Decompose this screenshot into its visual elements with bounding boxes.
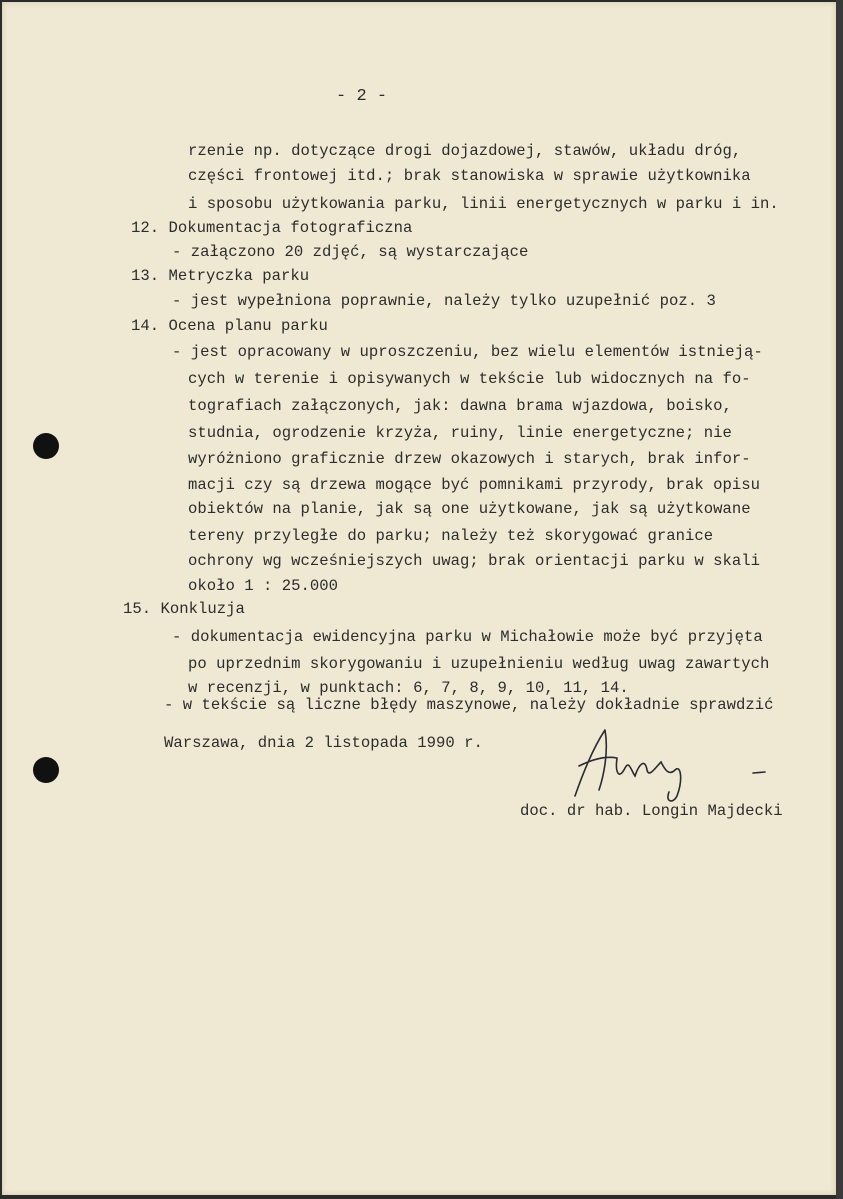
section-heading: 13. Metryczka parku	[131, 267, 310, 285]
text-line: - jest wypełniona poprawnie, należy tylko uzupełnić poz. 3	[172, 292, 716, 310]
text-line: około 1 : 25.000	[188, 577, 339, 595]
text-line: ochrony wg wcześniejszych uwag; brak orientacji parku w skali	[188, 552, 761, 570]
text-line: - załączono 20 zdjęć, są wystarczające	[172, 243, 529, 261]
text-line: studnia, ogrodzenie krzyża, ruiny, linie energetyczne; nie	[188, 424, 732, 442]
text-line: obiektów na planie, jak są one użytkowane, jak są użytkowane	[188, 500, 751, 518]
text-line: tografiach załączonych, jak: dawna brama wjazdowa, boisko,	[188, 397, 732, 415]
signatory-name: doc. dr hab. Longin Majdecki	[520, 802, 783, 820]
section-heading: 12. Dokumentacja fotograficzna	[131, 219, 413, 237]
text-line: wyróżniono graficznie drzew okazowych i starych, brak infor-	[188, 450, 751, 468]
text-line: rzenie np. dotyczące drogi dojazdowej, stawów, układu dróg,	[188, 142, 742, 160]
text-line: - jest opracowany w uproszczeniu, bez wielu elementów istnieją-	[172, 343, 763, 361]
punch-hole	[33, 433, 59, 459]
section-heading: 15. Konkluzja	[123, 600, 245, 618]
text-line: i sposobu użytkowania parku, linii energetycznych w parku i in.	[188, 195, 779, 213]
page-number: - 2 -	[336, 87, 388, 106]
place-date: Warszawa, dnia 2 listopada 1990 r.	[164, 734, 483, 752]
scan-border	[836, 0, 843, 1199]
text-line: - w tekście są liczne błędy maszynowe, należy dokładnie sprawdzić	[164, 696, 774, 714]
handwritten-signature	[565, 718, 775, 808]
punch-hole	[33, 757, 59, 783]
text-line: w recenzji, w punktach: 6, 7, 8, 9, 10, 11, 14.	[188, 679, 629, 697]
text-line: macji czy są drzewa mogące być pomnikami przyrody, brak opisu	[188, 476, 761, 494]
text-line: po uprzednim skorygowaniu i uzupełnieniu według uwag zawartych	[188, 655, 770, 673]
text-line: cych w terenie i opisywanych w tekście lub widocznych na fo-	[188, 370, 751, 388]
text-line: tereny przyległe do parku; należy też skorygować granice	[188, 527, 714, 545]
text-line: - dokumentacja ewidencyjna parku w Michałowie może być przyjęta	[172, 628, 763, 646]
text-line: części frontowej itd.; brak stanowiska w sprawie użytkownika	[188, 167, 751, 185]
section-heading: 14. Ocena planu parku	[131, 317, 328, 335]
